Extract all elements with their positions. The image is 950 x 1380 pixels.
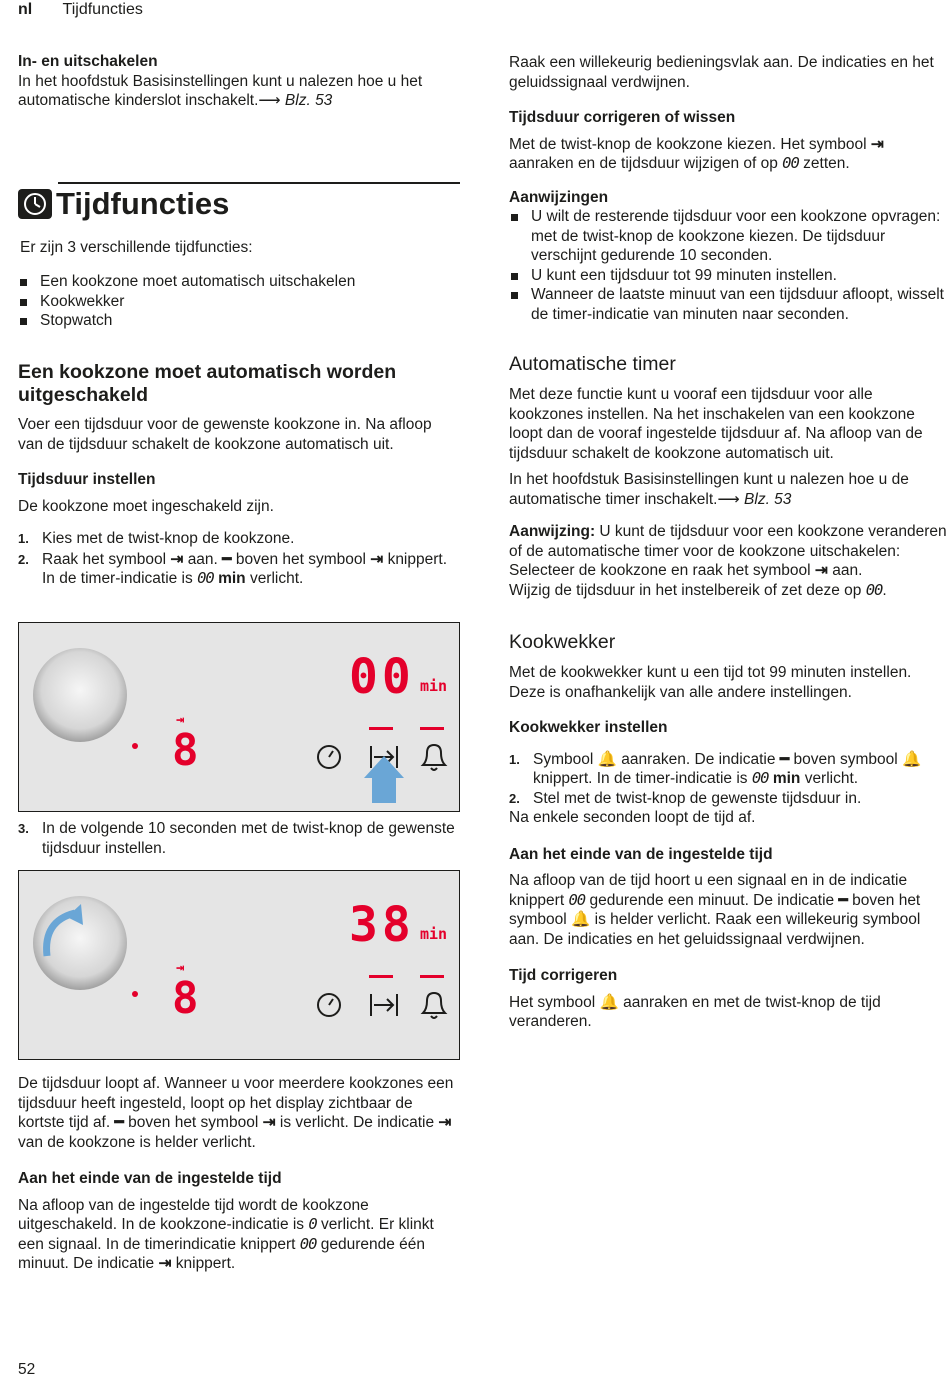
knob-dot	[132, 743, 138, 749]
corr-text: Met de twist-knop de kookzone kiezen. Het symbool ⇥ aanraken en de tijdsduur wijzigen of op 00 zetten.	[509, 135, 884, 172]
timer-display: 00	[349, 649, 415, 705]
timer-unit: min	[420, 925, 448, 943]
kwi-heading: Kookwekker instellen	[509, 719, 668, 736]
left-intro	[20, 238, 460, 258]
auto-text: Met deze functie kunt u vooraf een tijdsduur voor alle kookzones instellen. Na het inschakelen van een kookzone loopt dan de vooraf ingestelde tijdsduur af. Na afloop van de tijdsduur schakelt de kookzone automatisch uit.	[509, 386, 923, 462]
dash-icon: ━	[838, 891, 848, 909]
zone-timer-icon: ⇥	[176, 712, 185, 728]
timer-symbol-icon: ⇥	[370, 550, 384, 568]
display-00-icon: 00	[865, 580, 883, 599]
dash-icon: ━	[114, 1114, 124, 1131]
header-section: Tijdfuncties	[62, 1, 143, 18]
page-ref-link[interactable]: Blz. 53	[284, 92, 333, 109]
einde-text: Na afloop van de ingestelde tijd wordt de kookzone uitgeschakeld. In de kookzone-indicatie is 0 verlicht. Er klinkt een signaal. In de timerindicatie knippert 00 gedurende één minuut. De indicatie ⇥ knippert.	[18, 1196, 434, 1272]
list-item: Stopwatch	[18, 311, 458, 331]
kw-heading: Kookwekker	[509, 631, 616, 653]
instellen-text: De kookzone moet ingeschakeld zijn.	[18, 497, 274, 515]
corr-heading: Tijdsduur corrigeren of wissen	[509, 109, 736, 126]
list-item: U kunt een tijdsduur tot 99 minuten instellen.	[509, 266, 949, 286]
intro-text: Er zijn 3 verschillende tijdfuncties:	[20, 239, 253, 256]
twist-knob	[33, 648, 127, 742]
display-00-icon: 00	[782, 154, 799, 172]
timer-symbol-icon: ⇥	[170, 550, 184, 568]
bell-icon: 🔔	[571, 911, 591, 928]
right-column	[509, 53, 949, 1032]
section-auto-off	[18, 361, 453, 589]
step-2: 2. Raak het symbool ⇥ aan. ━ boven het symbool ⇥ knippert. In de timer-indicatie is 00 min verlicht.	[18, 550, 448, 587]
display-00-icon: 00	[751, 769, 769, 787]
in-uit-heading: In- en uitschakelen	[18, 53, 158, 70]
instellen-heading: Tijdsduur instellen	[18, 471, 156, 488]
list-item: U wilt de resterende tijdsduur voor een kookzone opvragen: met de twist-knop de kookzone kiezen. De tijdsduur verschijnt gedurende 10 seconden.	[509, 207, 949, 266]
bell-indicator-dash	[420, 727, 444, 730]
display-00-icon: 00	[568, 890, 586, 909]
arrow-icon: ⟶	[258, 92, 281, 109]
knob-dot	[132, 991, 138, 997]
bell-icon[interactable]	[423, 745, 445, 770]
clock-icon	[18, 189, 52, 219]
top-text: Raak een willekeurig bedieningsvlak aan. De indicaties en het geluidssignaal verdwijnen.	[509, 54, 934, 91]
list-item: Wanneer de laatste minuut van een tijdsduur afloopt, wisselt de timer-indicatie van minuten naar seconden.	[509, 285, 949, 324]
display-0-icon: 0	[308, 1215, 317, 1233]
auto-note: Aanwijzing: U kunt de tijdsduur voor een kookzone veranderen of de automatische timer voor de kookzone uitschakelen: Selecteer de kookzone en raak het symbool ⇥ aan. Wijzig de tijdsduur in het instelbereik of zet deze op 00.	[509, 523, 947, 599]
page-header	[18, 0, 143, 20]
list-item: Een kookzone moet automatisch uitschakelen	[18, 272, 458, 292]
aanw-heading: Aanwijzingen	[509, 188, 609, 206]
timer-symbol-icon: ⇥	[438, 1114, 452, 1131]
step-1: 1. Kies met de twist-knop de kookzone.	[18, 530, 295, 547]
bell-icon[interactable]	[423, 993, 445, 1018]
page-number: 52	[18, 1361, 36, 1378]
step-3: 3. In de volgende 10 seconden met de twist-knop de gewenste tijdsduur instellen.	[18, 820, 455, 857]
step-3-block	[18, 819, 458, 858]
display-00-icon: 00	[299, 1234, 317, 1253]
bell-indicator-dash	[420, 975, 444, 978]
kwe-text: Na afloop van de tijd hoort u een signaal en in de indicatie knippert 00 gedurende een minuut. De indicatie ━ boven het symbool 🔔 is helder verlicht. Raak een willekeurig symbool aan. De indicaties en het geluidssignaal verdwijnen.	[509, 872, 921, 948]
auto-heading: Automatische timer	[509, 353, 676, 375]
loopt-af-block	[18, 1074, 458, 1274]
timer-unit: min	[420, 677, 448, 695]
chapter-title: Tijdfuncties	[56, 186, 230, 221]
timer-display: 38	[349, 897, 415, 953]
timer-symbol-icon: ⇥	[262, 1114, 276, 1131]
timer-indicator-dash	[369, 975, 393, 978]
rotate-arrow-icon	[37, 901, 87, 961]
control-panel-illustration-1	[18, 622, 460, 812]
list-item: Kookwekker	[18, 292, 458, 312]
timer-symbol-icon: ⇥	[158, 1255, 172, 1272]
zone-timer-icon: ⇥	[176, 960, 185, 976]
section-heading: Een kookzone moet automatisch worden uitgeschakeld	[18, 361, 397, 406]
dash-icon: ━	[222, 550, 232, 568]
function-list	[18, 272, 458, 331]
dash-icon: ━	[779, 750, 790, 768]
display-00-icon: 00	[197, 569, 214, 587]
timer-indicator-dash	[369, 727, 393, 730]
left-column	[18, 52, 458, 111]
timer-symbol-icon: ⇥	[814, 562, 828, 579]
tc-text: Het symbool 🔔 aanraken en met de twist-knop de tijd veranderen.	[509, 993, 881, 1030]
tc-heading: Tijd corrigeren	[509, 967, 618, 984]
stopwatch-icon[interactable]	[318, 994, 340, 1016]
kwe-heading: Aan het einde van de ingestelde tijd	[509, 845, 773, 863]
in-uit-text: In het hoofdstuk Basisinstellingen kunt u nalezen hoe u het automatische kinderslot inschakelt.⟶ Blz. 53	[18, 72, 423, 109]
timer-symbol-icon: ⇥	[870, 135, 884, 153]
kw-text: Met de kookwekker kunt u een tijd tot 99 minuten instellen. Deze is onafhankelijk van alle andere instellingen.	[509, 664, 912, 701]
kw-step-2-note: Na enkele seconden loopt de tijd af.	[509, 809, 756, 826]
stopwatch-icon[interactable]	[318, 746, 340, 768]
einde-heading: Aan het einde van de ingestelde tijd	[18, 1170, 282, 1187]
arrow-icon: ⟶	[717, 490, 740, 508]
zone-display: 8	[172, 725, 199, 776]
chapter-title-block	[18, 182, 460, 222]
kw-step-2: 2. Stel met de twist-knop de gewenste tijdsduur in.	[509, 789, 862, 807]
zone-display: 8	[172, 973, 199, 1024]
timer-symbol-icon[interactable]	[371, 994, 397, 1016]
section-text: Voer een tijdsduur voor de gewenste kookzone in. Na afloop van de tijdsduur schakelt de kookzone automatisch uit.	[18, 416, 432, 453]
auto-text-2: In het hoofdstuk Basisinstellingen kunt u nalezen hoe u de automatische timer inschakelt.⟶ Blz. 53	[509, 471, 909, 508]
page-ref-link[interactable]: Blz. 53	[744, 490, 792, 508]
bell-icon: 🔔	[902, 750, 922, 768]
kw-step-1: 1. Symbool 🔔 aanraken. De indicatie ━ boven symbool 🔔 knippert. In de timer-indicatie is 00 min verlicht.	[509, 750, 922, 787]
bell-icon: 🔔	[599, 993, 619, 1011]
loopt-af-text: De tijdsduur loopt af. Wanneer u voor meerdere kookzones een tijdsduur heeft ingesteld, loopt op het display zichtbaar de kortste tijd af. ━ boven het symbool ⇥ is verlicht. De indicatie ⇥ van de kookzone is helder verlicht.	[18, 1075, 454, 1151]
bell-icon: 🔔	[597, 750, 617, 768]
header-lang: nl	[18, 1, 33, 18]
control-panel-illustration-2	[18, 870, 460, 1060]
